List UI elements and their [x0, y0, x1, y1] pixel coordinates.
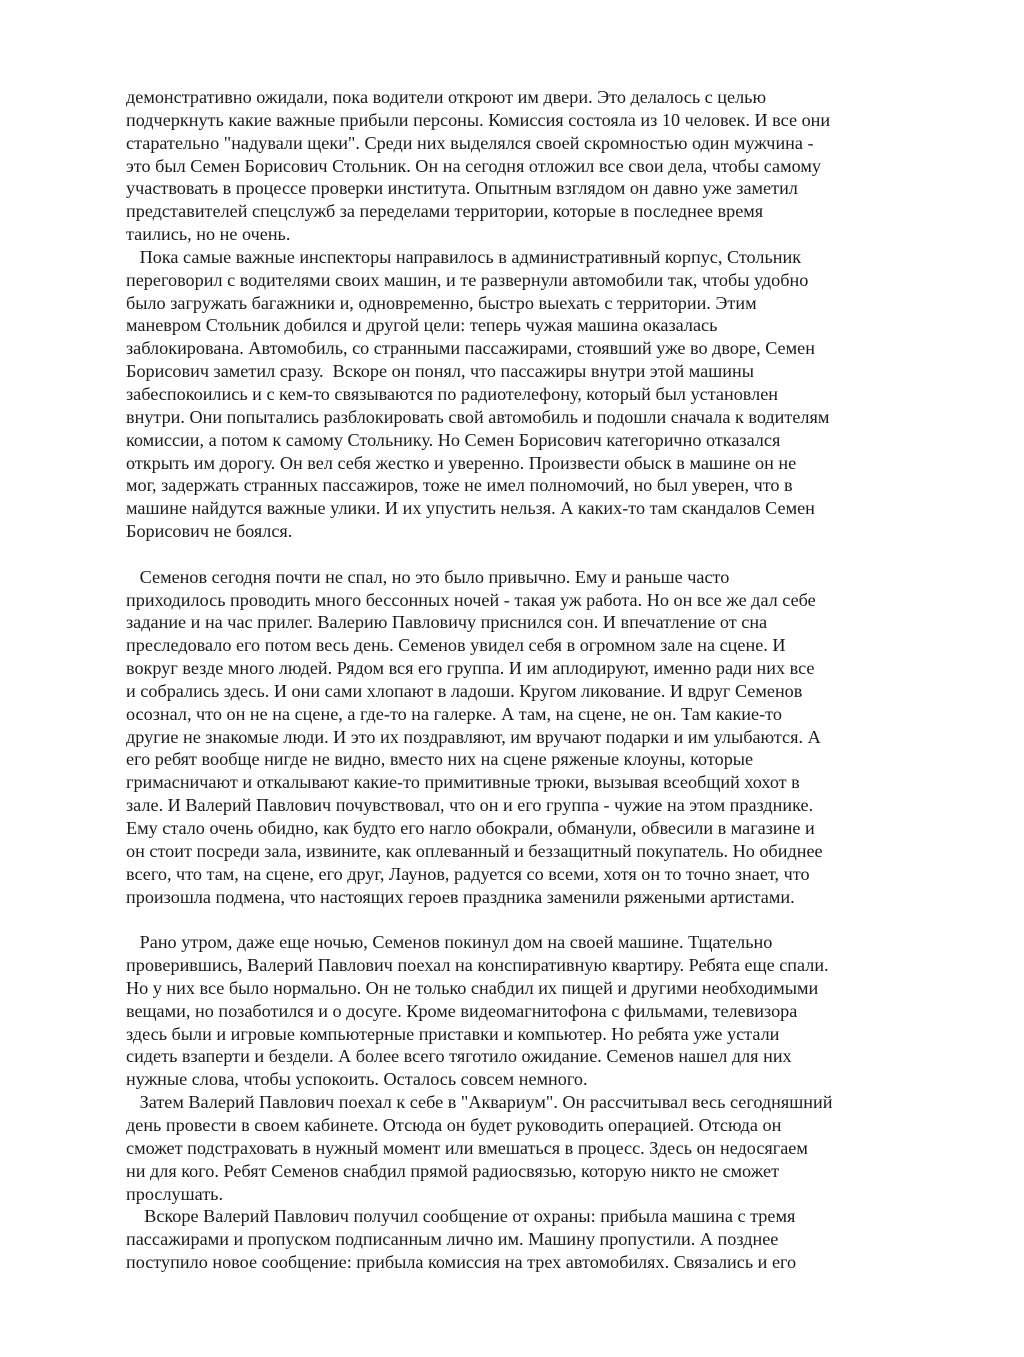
text-line: пассажирами и пропуском подписанным лично им. Машину пропустили. А позднее: [126, 1229, 779, 1250]
text-line: демонстративно ожидали, пока водители откроют им двери. Это делалось с целью: [126, 87, 767, 107]
text-line: забеспокоились и с кем-то связываются по радиотелефону, который был установлен: [126, 383, 779, 404]
text-line: и собрались здесь. И они сами хлопают в ладоши. Кругом ликование. И вдруг Семенов: [126, 680, 803, 701]
text-line: вокруг везде много людей. Рядом вся его группа. И им аплодируют, именно ради них все: [126, 658, 815, 679]
text-line: старательно "надували щеки". Среди них выделялся своей скромностью один мужчина -: [126, 132, 814, 153]
text-line: день провести в своем кабинете. Отсюда он будет руководить операцией. Отсюда он: [126, 1114, 782, 1135]
paragraph: [126, 246, 916, 543]
paragraph: [126, 86, 916, 246]
text-line: это был Семен Борисович Стольник. Он на сегодня отложил все свои дела, чтобы самому: [126, 155, 821, 176]
text-line: Ему стало очень обидно, как будто его нагло обокрали, обманули, обвесили в магазине и: [126, 818, 815, 838]
text-line: гримасничают и откалывают какие-то примитивные трюки, вызывая всеобщий хохот в: [126, 772, 800, 793]
text-line: Семенов сегодня почти не спал, но это было привычно. Ему и раньше часто: [126, 566, 730, 587]
text-line: переговорил с водителями своих машин, и те развернули автомобили так, чтобы удобно: [126, 269, 809, 290]
text-line: комиссии, а потом к самому Стольнику. Но Семен Борисович категорично отказался: [126, 429, 781, 450]
text-line: Пока самые важные инспекторы направилось в административный корпус, Стольник: [126, 246, 802, 267]
text-line: его ребят вообще нигде не видно, вместо них на сцене ряженые клоуны, которые: [126, 749, 754, 770]
text-line: участвовать в процессе проверки института. Опытным взглядом он давно уже заметил: [126, 178, 798, 199]
text-line: прослушать.: [126, 1183, 224, 1204]
text-line: здесь были и игровые компьютерные приставки и компьютер. Но ребята уже устали: [126, 1023, 780, 1044]
text-line: внутри. Они попытались разблокировать свой автомобиль и подошли сначала к водителям: [126, 406, 830, 427]
text-line: заблокирована. Автомобиль, со странными пассажирами, стоявший уже во дворе, Семен: [126, 338, 815, 359]
text-line: всего, что там, на сцене, его друг, Лаунов, радуется со всеми, хотя он то точно знает, что: [126, 863, 810, 884]
text-line: Борисович заметил сразу. Вскоре он понял, что пассажиры внутри этой машины: [126, 361, 754, 382]
text-line: таились, но не очень.: [126, 224, 291, 245]
text-line: произошла подмена, что настоящих героев праздника заменили ряжеными артистами.: [126, 886, 795, 907]
text-line: открыть им дорогу. Он вел себя жестко и уверенно. Произвести обыск в машине он не: [126, 452, 797, 473]
paragraph: [126, 1205, 916, 1274]
text-line: мог, задержать странных пассажиров, тоже не имел полномочий, но был уверен, что в: [126, 475, 793, 496]
text-line: поступило новое сообщение: прибыла комиссия на трех автомобилях. Связались и его: [126, 1252, 797, 1273]
text-line: сможет подстраховать в нужный момент или вмешаться в процесс. Здесь он недосягаем: [126, 1137, 808, 1158]
paragraph: [126, 566, 916, 909]
text-line: Но у них все было нормально. Он не только снабдил их пищей и другими необходимыми: [126, 977, 819, 998]
text-line: осознал, что он не на сцене, а где-то на галерке. А там, на сцене, не он. Там какие-то: [126, 703, 782, 724]
text-line: приходилось проводить много бессонных ночей - такая уж работа. Но он все же дал себе: [126, 589, 816, 610]
text-line: проверившись, Валерий Павлович поехал на конспиративную квартиру. Ребята еще спали.: [126, 955, 829, 976]
paragraph-gap: [126, 543, 916, 566]
text-line: вещами, но позаботился и о досуге. Кроме видеомагнитофона с фильмами, телевизора: [126, 1000, 798, 1021]
text-line: сидеть взаперти и бездели. А более всего тяготило ожидание. Семенов нашел для них: [126, 1046, 792, 1067]
text-line: задание и на час прилег. Валерию Павловичу приснился сон. И впечатление от сна: [126, 612, 768, 633]
text-line: машине найдутся важные улики. И их упустить нельзя. А каких-то там скандалов Семен: [126, 498, 815, 519]
text-line: маневром Стольник добился и другой цели: теперь чужая машина оказалась: [126, 315, 718, 336]
text-line: ни для кого. Ребят Семенов снабдил прямой радиосвязью, которую никто не сможет: [126, 1160, 780, 1181]
text-line: подчеркнуть какие важные прибыли персоны. Комиссия состояла из 10 человек. И все они: [126, 109, 831, 130]
paragraph: [126, 931, 916, 1091]
text-line: другие не знакомые люди. И это их поздравляют, им вручают подарки и им улыбаются. А: [126, 726, 821, 747]
paragraph: [126, 1091, 916, 1205]
text-line: Затем Валерий Павлович поехал к себе в "Аквариум". Он рассчитывал весь сегодняшний: [126, 1092, 833, 1113]
document-text: [126, 86, 916, 1274]
text-line: Борисович не боялся.: [126, 521, 293, 542]
text-line: было загружать багажники и, одновременно, быстро выехать с территории. Этим: [126, 292, 757, 313]
paragraph-gap: [126, 908, 916, 931]
text-line: представителей спецслужб за переделами территории, которые в последнее время: [126, 201, 764, 222]
text-line: он стоит посреди зала, извините, как оплеванный и беззащитный покупатель. Но обиднее: [126, 840, 823, 861]
text-line: Вскоре Валерий Павлович получил сообщение от охраны: прибыла машина с тремя: [126, 1206, 796, 1227]
text-line: преследовало его потом весь день. Семенов увидел себя в огромном зале на сцене. И: [126, 635, 786, 656]
text-line: зале. И Валерий Павлович почувствовал, что он и его группа - чужие на этом празднике.: [126, 795, 814, 816]
text-line: Рано утром, даже еще ночью, Семенов покинул дом на своей машине. Тщательно: [126, 932, 773, 953]
text-line: нужные слова, чтобы успокоить. Осталось совсем немного.: [126, 1069, 588, 1090]
